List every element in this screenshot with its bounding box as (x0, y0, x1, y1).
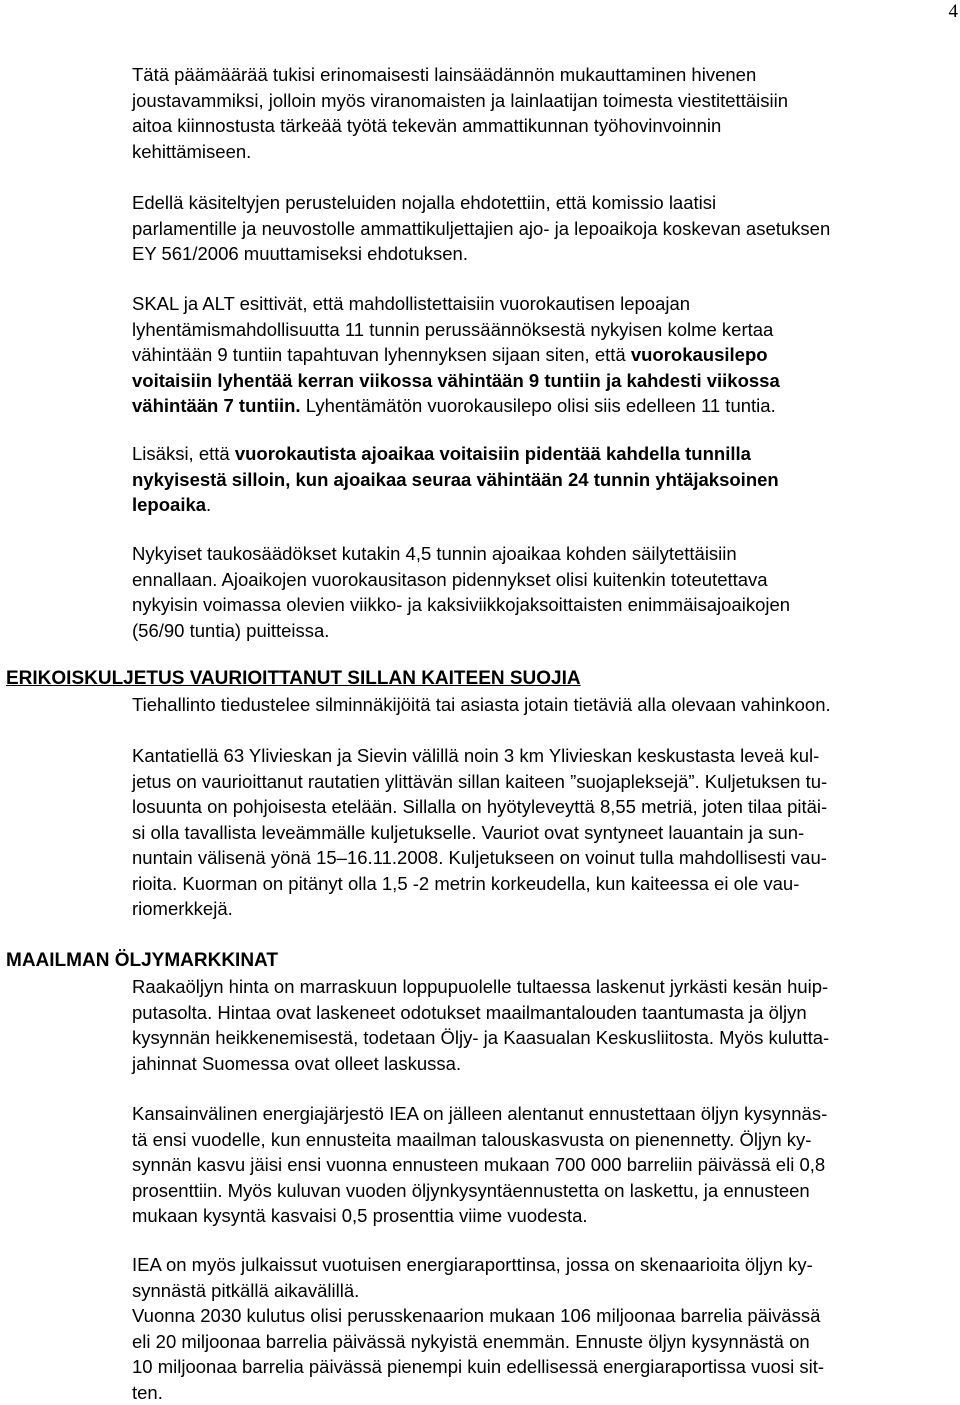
intro-paragraph-2 (132, 190, 958, 267)
text-line: tä ensi vuodelle, kun ennusteita maailman talouskasvusta on pienennetty. Öljyn ky- (132, 1127, 958, 1153)
text-line: lyhentämismahdollisuutta 11 tunnin perussäännöksestä nykyisen kolme kertaa (132, 317, 958, 343)
text-line: parlamentille ja neuvostolle ammattikuljettajien ajo- ja lepoaikoja koskevan asetuksen (132, 216, 958, 242)
text-line: Nykyiset taukosäädökset kutakin 4,5 tunnin ajoaikaa kohden säilytettäisiin (132, 541, 958, 567)
bridge-paragraph-1 (132, 692, 958, 718)
text-line: Tätä päämäärää tukisi erinomaisesti lainsäädännön mukauttaminen hivenen (132, 62, 958, 88)
text-line: Edellä käsiteltyjen perusteluiden nojalla ehdotettiin, että komissio laatisi (132, 190, 958, 216)
text-line (132, 467, 958, 493)
text-line: jahinnat Suomessa ovat olleet laskussa. (132, 1051, 958, 1077)
text-line: prosenttiin. Myös kuluvan vuoden öljynkysyntäennustetta on laskettu, ja ennusteen (132, 1178, 958, 1204)
text-line: 10 miljoonaa barrelia päivässä pienempi kuin edellisessä energiaraportissa vuosi sit- (132, 1354, 958, 1380)
text-line: SKAL ja ALT esittivät, että mahdollistettaisiin vuorokautisen lepoajan (132, 291, 958, 317)
text-line: kysynnän heikkenemisestä, todetaan Öljy- ja Kaasualan Keskusliitosta. Myös kulutta- (132, 1025, 958, 1051)
text-line: eli 20 miljoonaa barrelia päivässä nykyistä enemmän. Ennuste öljyn kysynnästä on (132, 1329, 958, 1355)
text-line: Raakaöljyn hinta on marraskuun loppupuolelle tultaessa laskenut jyrkästi kesän huip- (132, 974, 958, 1000)
text-line: Tiehallinto tiedustelee silminnäkijöitä tai asiasta jotain tietäviä alla olevaan vahinkoon. (132, 692, 958, 718)
bold-text-run: voitaisiin lyhentää kerran viikossa vähintään 9 tuntiin ja kahdesti viikossa (132, 370, 780, 391)
section-heading-oil-markets: MAAILMAN ÖLJYMARKKINAT (6, 948, 278, 973)
oil-paragraph-3 (132, 1252, 958, 1405)
text-line: kehittämiseen. (132, 139, 958, 165)
text-run: . (206, 494, 211, 515)
text-line: (56/90 tuntia) puitteissa. (132, 618, 958, 644)
text-line: losuunta on pohjoisesta etelään. Sillalla on hyötyleveyttä 8,55 metriä, joten tilaa pitäi- (132, 794, 958, 820)
text-line: joustavammiksi, jolloin myös viranomaisten ja lainlaatijan toimesta viestitettäisiin (132, 88, 958, 114)
text-line: EY 561/2006 muuttamiseksi ehdotuksen. (132, 241, 958, 267)
bold-text-run: vähintään 7 tuntiin. (132, 395, 301, 416)
oil-paragraph-2 (132, 1101, 958, 1229)
text-line: mukaan kysyntä kasvaisi 0,5 prosenttia viime vuodesta. (132, 1203, 958, 1229)
text-line: Kansainvälinen energiajärjestö IEA on jälleen alentanut ennustettaan öljyn kysynnäs- (132, 1101, 958, 1127)
intro-paragraph-4 (132, 441, 958, 518)
text-line: ennallaan. Ajoaikojen vuorokausitason pidennykset olisi kuitenkin toteutettava (132, 567, 958, 593)
intro-paragraph-5 (132, 541, 958, 643)
text-line (132, 441, 958, 467)
text-line: rioita. Kuorman on pitänyt olla 1,5 -2 metrin korkeudella, kun kaiteessa ei ole vau- (132, 871, 958, 897)
bold-text-run: vuorokautista ajoaikaa voitaisiin pidentää kahdella tunnilla (235, 443, 751, 464)
bridge-paragraph-2 (132, 743, 958, 922)
text-line (132, 368, 958, 394)
oil-paragraph-1 (132, 974, 958, 1076)
bold-text-run: vuorokausilepo (631, 344, 768, 365)
text-line: aitoa kiinnostusta tärkeää työtä tekevän ammattikunnan työhovinvoinnin (132, 113, 958, 139)
text-line: ten. (132, 1380, 958, 1405)
text-line: nuntain välisenä yönä 15–16.11.2008. Kuljetukseen on voinut tulla mahdollisesti vau- (132, 845, 958, 871)
text-line (132, 393, 958, 419)
section-heading-bridge: ERIKOISKULJETUS VAURIOITTANUT SILLAN KAITEEN SUOJIA (6, 666, 581, 691)
text-line: si olla tavallista leveämmälle kuljetukselle. Vauriot ovat syntyneet lauantain ja sun- (132, 820, 958, 846)
intro-paragraph-1 (132, 62, 958, 164)
text-run: vähintään 9 tuntiin tapahtuvan lyhennyksen sijaan siten, että (132, 344, 631, 365)
text-run: Lisäksi, että (132, 443, 235, 464)
text-line: Kantatiellä 63 Ylivieskan ja Sievin välillä noin 3 km Ylivieskan keskustasta leveä kul- (132, 743, 958, 769)
text-line: synnästä pitkällä aikavälillä. (132, 1278, 958, 1304)
text-line: Vuonna 2030 kulutus olisi perusskenaarion mukaan 106 miljoonaa barrelia päivässä (132, 1303, 958, 1329)
text-run: Lyhentämätön vuorokausilepo olisi siis edelleen 11 tuntia. (301, 395, 776, 416)
page-number: 4 (949, 2, 959, 22)
text-line: riomerkkejä. (132, 896, 958, 922)
text-line: synnän kasvu jäisi ensi vuonna ennusteen mukaan 700 000 barreliin päivässä eli 0,8 (132, 1152, 958, 1178)
intro-paragraph-3 (132, 291, 958, 419)
text-line: IEA on myös julkaissut vuotuisen energiaraporttinsa, jossa on skenaarioita öljyn ky- (132, 1252, 958, 1278)
text-line: jetus on vaurioittanut rautatien ylittävän sillan kaiteen ”suojapleksejä”. Kuljetuksen tu- (132, 769, 958, 795)
bold-text-run: nykyisestä silloin, kun ajoaikaa seuraa vähintään 24 tunnin yhtäjaksoinen (132, 469, 779, 490)
bold-text-run: lepoaika (132, 494, 206, 515)
text-line (132, 342, 958, 368)
text-line: nykyisin voimassa olevien viikko- ja kaksiviikkojaksoittaisten enimmäisajoaikojen (132, 592, 958, 618)
text-line: putasolta. Hintaa ovat laskeneet odotukset maailmantalouden taantumasta ja öljyn (132, 1000, 958, 1026)
text-line (132, 492, 958, 518)
